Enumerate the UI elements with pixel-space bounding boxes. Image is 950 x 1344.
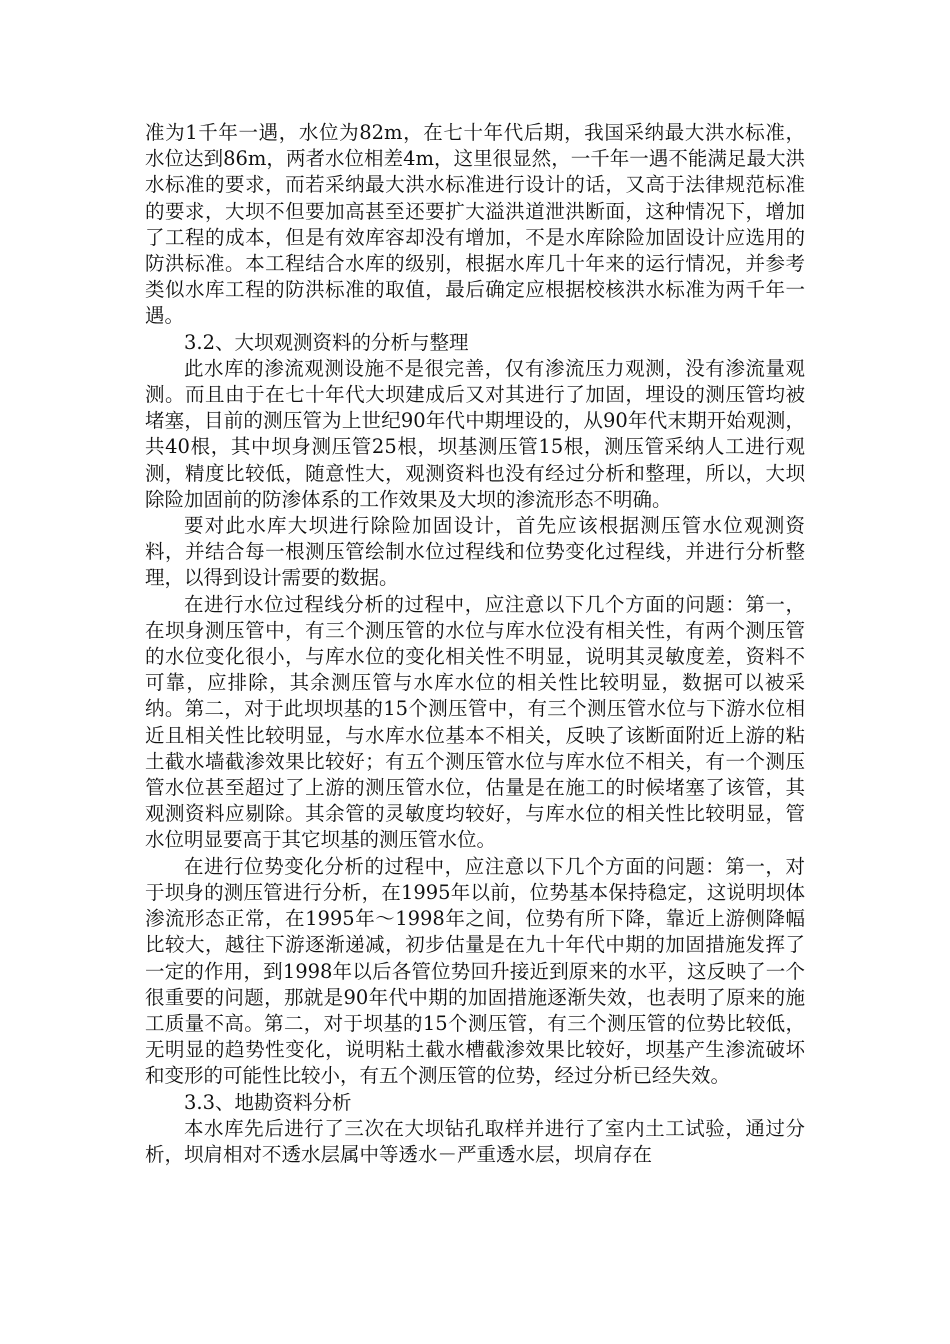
paragraph-design-approach: 要对此水库大坝进行除险加固设计，首先应该根据测压管水位观测资料，并结合每一根测压管绘制水位过程线和位势变化过程线，并进行分析整理，以得到设计需要的数据。 (145, 514, 805, 590)
paragraph-potential-analysis: 在进行位势变化分析的过程中，应注意以下几个方面的问题：第一，对于坝身的测压管进行分析，在1995年以前，位势基本保持稳定，这说明坝体渗流形态正常，在1995年～1998年之间，位势有所下降，靠近上游侧降幅比较大，越往下游逐渐递减，初步估量是在九十年代中期的加固措施发挥了一定的作用，到1998年以后各管位势回升接近到原来的水平，这反映了一个很重要的问题，那就是90年代中期的加固措施逐渐失效，也表明了原来的施工质量不高。第二，对于坝基的15个测压管，有三个测压管的位势比较低，无明显的趋势性变化，说明粘土截水槽截渗效果比较好，坝基产生渗流破坏和变形的可能性比较小，有五个测压管的位势，经过分析已经失效。 (145, 854, 805, 1088)
document-body (145, 120, 805, 1168)
paragraph-flood-standard: 准为1千年一遇，水位为82m，在七十年代后期，我国采纳最大洪水标准，水位达到86m，两者水位相差4m，这里很显然，一千年一遇不能满足最大洪水标准的要求，而若采纳最大洪水标准进行设计的话，又高于法律规范标准的要求，大坝不但要加高甚至还要扩大溢洪道泄洪断面，这种情况下，增加了工程的成本，但是有效库容却没有增加，不是水库除险加固设计应选用的防洪标准。本工程结合水库的级别，根据水库几十年来的运行情况，并参考类似水库工程的防洪标准的取值，最后确定应根据校核洪水标准为两千年一遇。 (145, 121, 805, 328)
paragraph-water-level-analysis: 在进行水位过程线分析的过程中，应注意以下几个方面的问题：第一，在坝身测压管中，有三个测压管的水位与库水位没有相关性，有两个测压管的水位变化很小，与库水位的变化相关性不明显，说明其灵敏度差，资料不可靠，应排除，其余测压管与水库水位的相关性比较明显，数据可以被采纳。第二，对于此坝坝基的15个测压管中，有三个测压管水位与下游水位相近且相关性比较明显，与水库水位基本不相关，反映了该断面附近上游的粘土截水墙截渗效果比较好；有五个测压管水位与库水位不相关，有一个测压管水位甚至超过了上游的测压管水位，估量是在施工的时候堵塞了该管，其观测资料应剔除。其余管的灵敏度均较好，与库水位的相关性比较明显，管水位明显要高于其它坝基的测压管水位。 (145, 592, 805, 852)
paragraph-seepage-facilities: 此水库的渗流观测设施不是很完善，仅有渗流压力观测，没有渗流量观测。而且由于在七十年代大坝建成后又对其进行了加固，埋设的测压管均被堵塞，目前的测压管为上世纪90年代中期埋设的，从90年代末期开始观测，共40根，其中坝身测压管25根，坝基测压管15根，测压管采纳人工进行观测，精度比较低，随意性大，观测资料也没有经过分析和整理，所以，大坝除险加固前的防渗体系的工作效果及大坝的渗流形态不明确。 (145, 356, 805, 511)
paragraph-geological-survey: 本水库先后进行了三次在大坝钻孔取样并进行了室内土工试验，通过分析，坝肩相对不透水层属中等透水－严重透水层，坝肩存在 (145, 1116, 805, 1166)
section-heading-3-2: 3.2、大坝观测资料的分析与整理 (184, 330, 469, 354)
section-heading-3-3: 3.3、地勘资料分析 (184, 1090, 352, 1114)
